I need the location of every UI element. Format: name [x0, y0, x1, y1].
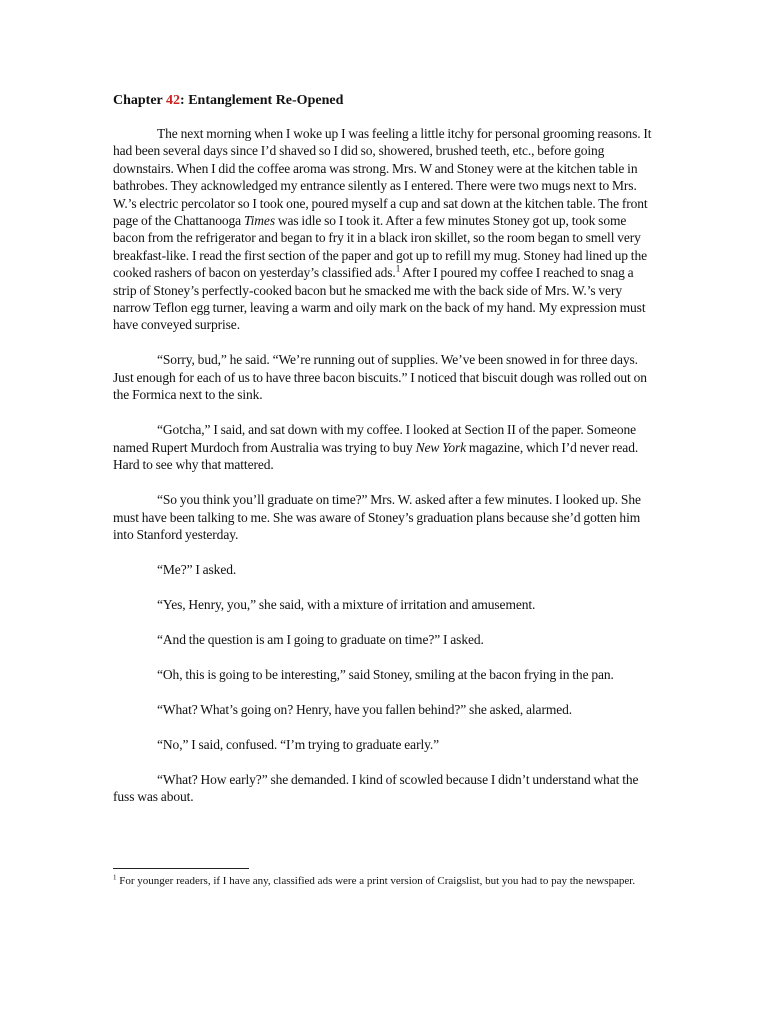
- paragraph-3: [113, 421, 655, 473]
- paragraph-5: “Me?” I asked.: [157, 561, 237, 577]
- paragraph-3-text-a: “Gotcha,” I said, and sat down with my coffee. I looked at Section II of the paper. Someone named Rupert Murdoch from Australia was trying to buy: [113, 422, 637, 455]
- paragraph-3-text-b: magazine, which I’d never read. Hard to see why that mattered.: [113, 439, 639, 473]
- paragraph-8: “Oh, this is going to be interesting,” said Stoney, smiling at the bacon frying in the pan.: [157, 666, 614, 682]
- footnote: [113, 874, 658, 889]
- footnote-separator: [113, 868, 249, 869]
- footnote-reference[interactable]: 1: [395, 263, 401, 274]
- newspaper-title-times: Times: [243, 213, 275, 229]
- paragraph-2: “Sorry, bud,” he said. “We’re running out of supplies. We’ve been snowed in for three days. Just enough for each of us to have three bacon biscuits.” I noticed that biscuit dough was rolled out on the Formica next to the sink.: [113, 352, 647, 403]
- footnote-number: 1: [113, 873, 117, 882]
- paragraph-11: “What? How early?” she demanded. I kind of scowled because I didn’t understand what the fuss was about.: [113, 771, 639, 805]
- paragraph-4: “So you think you’ll graduate on time?” Mrs. W. asked after a few minutes. I looked up. She must have been talking to me. She was aware of Stoney’s graduation plans because she’d gotten him into Stanford yesterday.: [113, 492, 641, 542]
- paragraph-1: [113, 125, 655, 334]
- paragraph-1-text-c: After I poured my coffee I reached to snag a strip of Stoney’s perfectly-cooked bacon but he smacked me with the back side of Mrs. W.’s very narrow Teflon egg turner, leaving a warm and oily mark on the back of my hand. My expression must have conveyed surprise.: [113, 265, 646, 333]
- paragraph-10: “No,” I said, confused. “I’m trying to graduate early.”: [157, 736, 440, 752]
- chapter-number: 42: [166, 93, 181, 108]
- paragraph-7: “And the question is am I going to graduate on time?” I asked.: [157, 631, 484, 647]
- magazine-title-new-york: New York: [415, 439, 467, 455]
- footnote-text: For younger readers, if I have any, classified ads were a print version of Craigslist, but you had to pay the newspaper.: [116, 875, 636, 887]
- paragraph-1-text-a: The next morning when I woke up I was feeling a little itchy for personal grooming reasons. It had been several days since I’d shaved so I did so, showered, brushed teeth, etc., before going downstairs. When I did the coffee aroma was strong. Mrs. W and Stoney were at the kitchen table in bathrobes. They acknowledged my entrance silently as I entered. There were two mugs next to Mrs. W.’s electric percolator so I took one, poured myself a cup and sat down at the kitchen table. The front page of the Chattanooga: [113, 126, 652, 229]
- chapter-prefix: Chapter: [113, 93, 167, 108]
- paragraph-1-text-b: was idle so I took it. After a few minutes Stoney got up, took some bacon from the refrigerator and began to fry it in a black iron skillet, so the room began to smell very breakfast-like. I read the first section of the paper and got up to refill my mug. Stoney had lined up the cooked rashers of bacon on yesterday’s classified ads.: [113, 213, 647, 281]
- chapter-title: : Entanglement Re-Opened: [180, 93, 344, 108]
- chapter-heading: [113, 92, 655, 109]
- paragraph-9: “What? What’s going on? Henry, have you fallen behind?” she asked, alarmed.: [157, 701, 573, 717]
- paragraph-6: “Yes, Henry, you,” she said, with a mixture of irritation and amusement.: [157, 596, 536, 612]
- document-page: [113, 92, 655, 823]
